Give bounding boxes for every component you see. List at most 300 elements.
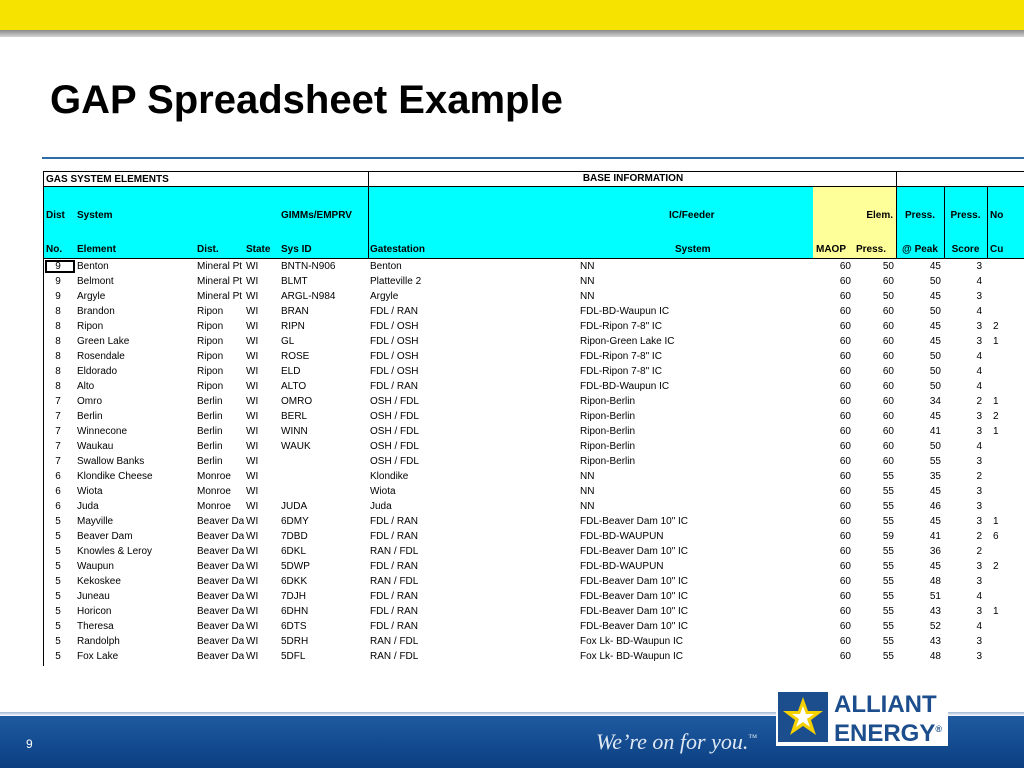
cell-press-score[interactable]: 3 xyxy=(976,411,982,422)
cell-ic-feeder[interactable]: Ripon-Berlin xyxy=(580,426,636,437)
cell-gatestation[interactable]: Platteville 2 xyxy=(370,276,422,287)
cell-extra[interactable] xyxy=(993,274,1023,289)
cell-element[interactable]: Fox Lake xyxy=(77,651,119,662)
cell-sys-id[interactable]: 5DRH xyxy=(281,636,309,647)
cell-extra[interactable]: 6 xyxy=(993,531,999,542)
cell-gatestation[interactable]: FDL / RAN xyxy=(370,516,418,527)
cell-dist[interactable]: Beaver Da xyxy=(197,561,244,572)
cell-dist-no[interactable]: 8 xyxy=(55,381,61,392)
cell-press-score[interactable]: 3 xyxy=(976,606,982,617)
cell-element[interactable]: Alto xyxy=(77,381,95,392)
cell-press-score[interactable]: 3 xyxy=(976,651,982,662)
cell-sys-id[interactable]: BNTN-N906 xyxy=(281,261,336,272)
cell-elem-press[interactable]: 55 xyxy=(882,561,894,572)
cell-dist[interactable]: Mineral Pt xyxy=(197,276,243,287)
cell-maop[interactable]: 60 xyxy=(839,336,851,347)
cell-dist-no[interactable]: 9 xyxy=(55,261,61,272)
cell-state[interactable]: WI xyxy=(246,426,259,437)
cell-gatestation[interactable]: RAN / FDL xyxy=(370,636,419,647)
cell-element[interactable]: Ripon xyxy=(77,321,104,332)
cell-dist[interactable]: Ripon xyxy=(197,366,224,377)
cell-dist-no[interactable]: 8 xyxy=(55,321,61,332)
cell-extra[interactable]: 1 xyxy=(993,396,999,407)
cell-press-at-peak[interactable]: 51 xyxy=(929,591,941,602)
cell-dist[interactable]: Mineral Pt xyxy=(197,291,243,302)
cell-maop[interactable]: 60 xyxy=(839,576,851,587)
cell-gatestation[interactable]: Argyle xyxy=(370,291,399,302)
cell-press-score[interactable]: 3 xyxy=(976,516,982,527)
cell-press-at-peak[interactable]: 41 xyxy=(929,426,941,437)
cell-element[interactable]: Rosendale xyxy=(77,351,125,362)
cell-press-score[interactable]: 2 xyxy=(976,471,982,482)
cell-state[interactable]: WI xyxy=(246,636,259,647)
cell-extra[interactable] xyxy=(993,469,1023,484)
cell-dist-no[interactable]: 5 xyxy=(55,636,61,647)
cell-maop[interactable]: 60 xyxy=(839,471,851,482)
cell-dist[interactable]: Beaver Da xyxy=(197,531,244,542)
cell-press-at-peak[interactable]: 50 xyxy=(929,366,941,377)
cell-sys-id[interactable]: 5DFL xyxy=(281,651,306,662)
cell-extra[interactable]: 1 xyxy=(993,606,999,617)
cell-ic-feeder[interactable]: FDL-BD-Waupun IC xyxy=(580,381,670,392)
cell-state[interactable]: WI xyxy=(246,501,259,512)
cell-sys-id[interactable]: ARGL-N984 xyxy=(281,291,336,302)
cell-press-score[interactable]: 4 xyxy=(976,276,982,287)
cell-press-score[interactable]: 4 xyxy=(976,621,982,632)
cell-press-score[interactable]: 4 xyxy=(976,441,982,452)
cell-state[interactable]: WI xyxy=(246,576,259,587)
cell-dist-no[interactable]: 5 xyxy=(55,651,61,662)
cell-ic-feeder[interactable]: NN xyxy=(580,486,595,497)
cell-extra[interactable] xyxy=(993,439,1023,454)
cell-elem-press[interactable]: 60 xyxy=(882,351,894,362)
cell-dist[interactable]: Berlin xyxy=(197,396,223,407)
cell-press-score[interactable]: 3 xyxy=(976,261,982,272)
cell-elem-press[interactable]: 60 xyxy=(882,321,894,332)
cell-elem-press[interactable]: 60 xyxy=(882,306,894,317)
cell-elem-press[interactable]: 60 xyxy=(882,441,894,452)
cell-press-score[interactable]: 2 xyxy=(976,531,982,542)
cell-elem-press[interactable]: 55 xyxy=(882,546,894,557)
cell-maop[interactable]: 60 xyxy=(839,381,851,392)
cell-dist[interactable]: Ripon xyxy=(197,336,224,347)
cell-press-score[interactable]: 4 xyxy=(976,381,982,392)
cell-sys-id[interactable]: ALTO xyxy=(281,381,307,392)
cell-press-at-peak[interactable]: 48 xyxy=(929,576,941,587)
cell-dist-no[interactable]: 5 xyxy=(55,591,61,602)
cell-dist[interactable]: Ripon xyxy=(197,306,224,317)
cell-press-score[interactable]: 4 xyxy=(976,366,982,377)
cell-dist[interactable]: Beaver Da xyxy=(197,591,244,602)
cell-press-score[interactable]: 3 xyxy=(976,426,982,437)
cell-press-at-peak[interactable]: 50 xyxy=(929,306,941,317)
cell-press-score[interactable]: 3 xyxy=(976,321,982,332)
cell-elem-press[interactable]: 55 xyxy=(882,471,894,482)
cell-ic-feeder[interactable]: Fox Lk- BD-Waupun IC xyxy=(580,636,683,647)
cell-element[interactable]: Omro xyxy=(77,396,102,407)
cell-element[interactable]: Wiota xyxy=(77,486,103,497)
cell-gatestation[interactable]: FDL / OSH xyxy=(370,336,419,347)
cell-element[interactable]: Klondike Cheese xyxy=(77,471,153,482)
cell-elem-press[interactable]: 55 xyxy=(882,501,894,512)
cell-press-at-peak[interactable]: 36 xyxy=(929,546,941,557)
cell-sys-id[interactable]: 6DHN xyxy=(281,606,309,617)
cell-maop[interactable]: 60 xyxy=(839,651,851,662)
cell-state[interactable]: WI xyxy=(246,291,259,302)
cell-maop[interactable]: 60 xyxy=(839,366,851,377)
cell-sys-id[interactable]: ROSE xyxy=(281,351,310,362)
cell-dist-no[interactable]: 5 xyxy=(55,546,61,557)
cell-dist-no[interactable]: 7 xyxy=(55,456,61,467)
cell-press-score[interactable]: 3 xyxy=(976,636,982,647)
cell-dist[interactable]: Beaver Da xyxy=(197,621,244,632)
cell-gatestation[interactable]: FDL / OSH xyxy=(370,351,419,362)
cell-elem-press[interactable]: 50 xyxy=(882,291,894,302)
cell-elem-press[interactable]: 60 xyxy=(882,396,894,407)
cell-ic-feeder[interactable]: Ripon-Berlin xyxy=(580,441,636,452)
cell-press-at-peak[interactable]: 55 xyxy=(929,456,941,467)
cell-state[interactable]: WI xyxy=(246,381,259,392)
cell-dist[interactable]: Beaver Da xyxy=(197,636,244,647)
cell-extra[interactable]: 2 xyxy=(993,411,999,422)
cell-gatestation[interactable]: FDL / OSH xyxy=(370,366,419,377)
cell-ic-feeder[interactable]: FDL-Beaver Dam 10" IC xyxy=(580,546,689,557)
cell-element[interactable]: Knowles & Leroy xyxy=(77,546,153,557)
cell-element[interactable]: Benton xyxy=(77,261,109,272)
cell-elem-press[interactable]: 55 xyxy=(882,636,894,647)
cell-press-at-peak[interactable]: 45 xyxy=(929,411,941,422)
cell-maop[interactable]: 60 xyxy=(839,606,851,617)
cell-maop[interactable]: 60 xyxy=(839,291,851,302)
cell-elem-press[interactable]: 50 xyxy=(882,261,894,272)
cell-ic-feeder[interactable]: FDL-Beaver Dam 10" IC xyxy=(580,516,689,527)
cell-dist-no[interactable]: 5 xyxy=(55,561,61,572)
cell-press-at-peak[interactable]: 45 xyxy=(929,336,941,347)
cell-dist-no[interactable]: 9 xyxy=(55,291,61,302)
cell-press-score[interactable]: 2 xyxy=(976,546,982,557)
cell-maop[interactable]: 60 xyxy=(839,531,851,542)
cell-ic-feeder[interactable]: NN xyxy=(580,501,595,512)
cell-dist[interactable]: Ripon xyxy=(197,321,224,332)
cell-gatestation[interactable]: OSH / FDL xyxy=(370,456,419,467)
cell-dist-no[interactable]: 7 xyxy=(55,426,61,437)
cell-elem-press[interactable]: 55 xyxy=(882,576,894,587)
cell-maop[interactable]: 60 xyxy=(839,261,851,272)
cell-extra[interactable] xyxy=(993,619,1023,634)
cell-dist[interactable]: Berlin xyxy=(197,441,223,452)
cell-state[interactable]: WI xyxy=(246,321,259,332)
cell-ic-feeder[interactable]: Ripon-Berlin xyxy=(580,396,636,407)
cell-dist-no[interactable]: 7 xyxy=(55,441,61,452)
cell-sys-id[interactable]: JUDA xyxy=(281,501,308,512)
cell-press-at-peak[interactable]: 41 xyxy=(929,531,941,542)
cell-state[interactable]: WI xyxy=(246,351,259,362)
cell-sys-id[interactable]: 6DMY xyxy=(281,516,309,527)
cell-elem-press[interactable]: 60 xyxy=(882,276,894,287)
cell-elem-press[interactable]: 55 xyxy=(882,516,894,527)
cell-elem-press[interactable]: 55 xyxy=(882,591,894,602)
cell-press-at-peak[interactable]: 43 xyxy=(929,636,941,647)
cell-gatestation[interactable]: FDL / RAN xyxy=(370,621,418,632)
cell-element[interactable]: Kekoskee xyxy=(77,576,121,587)
cell-gatestation[interactable]: RAN / FDL xyxy=(370,651,419,662)
cell-maop[interactable]: 60 xyxy=(839,501,851,512)
cell-dist-no[interactable]: 5 xyxy=(55,516,61,527)
cell-elem-press[interactable]: 60 xyxy=(882,366,894,377)
cell-ic-feeder[interactable]: FDL-Beaver Dam 10" IC xyxy=(580,591,689,602)
cell-ic-feeder[interactable]: FDL-Beaver Dam 10" IC xyxy=(580,576,689,587)
cell-state[interactable]: WI xyxy=(246,456,259,467)
cell-extra[interactable] xyxy=(993,649,1023,664)
cell-maop[interactable]: 60 xyxy=(839,561,851,572)
cell-element[interactable]: Brandon xyxy=(77,306,115,317)
cell-ic-feeder[interactable]: Ripon-Green Lake IC xyxy=(580,336,675,347)
cell-maop[interactable]: 60 xyxy=(839,351,851,362)
cell-elem-press[interactable]: 60 xyxy=(882,456,894,467)
cell-press-score[interactable]: 3 xyxy=(976,576,982,587)
cell-maop[interactable]: 60 xyxy=(839,411,851,422)
cell-elem-press[interactable]: 60 xyxy=(882,381,894,392)
cell-maop[interactable]: 60 xyxy=(839,276,851,287)
cell-dist-no[interactable]: 7 xyxy=(55,396,61,407)
cell-gatestation[interactable]: Benton xyxy=(370,261,402,272)
cell-sys-id[interactable]: RIPN xyxy=(281,321,305,332)
cell-press-score[interactable]: 4 xyxy=(976,306,982,317)
cell-gatestation[interactable]: OSH / FDL xyxy=(370,426,419,437)
cell-dist-no[interactable]: 5 xyxy=(55,606,61,617)
cell-press-at-peak[interactable]: 45 xyxy=(929,516,941,527)
cell-element[interactable]: Swallow Banks xyxy=(77,456,145,467)
cell-extra[interactable]: 2 xyxy=(993,561,999,572)
cell-elem-press[interactable]: 55 xyxy=(882,651,894,662)
cell-sys-id[interactable]: ELD xyxy=(281,366,301,377)
cell-extra[interactable]: 1 xyxy=(993,426,999,437)
cell-extra[interactable]: 1 xyxy=(993,516,999,527)
cell-press-score[interactable]: 3 xyxy=(976,501,982,512)
cell-press-score[interactable]: 4 xyxy=(976,351,982,362)
cell-ic-feeder[interactable]: NN xyxy=(580,261,595,272)
cell-sys-id[interactable]: WAUK xyxy=(281,441,311,452)
cell-element[interactable]: Argyle xyxy=(77,291,106,302)
cell-elem-press[interactable]: 60 xyxy=(882,411,894,422)
cell-sys-id[interactable]: 6DTS xyxy=(281,621,307,632)
cell-press-score[interactable]: 3 xyxy=(976,336,982,347)
cell-dist[interactable]: Beaver Da xyxy=(197,516,244,527)
cell-ic-feeder[interactable]: Ripon-Berlin xyxy=(580,411,636,422)
cell-dist-no[interactable]: 7 xyxy=(55,411,61,422)
cell-press-at-peak[interactable]: 45 xyxy=(929,291,941,302)
cell-gatestation[interactable]: FDL / RAN xyxy=(370,561,418,572)
cell-dist[interactable]: Mineral Pt xyxy=(197,261,243,272)
cell-state[interactable]: WI xyxy=(246,561,259,572)
cell-state[interactable]: WI xyxy=(246,486,259,497)
cell-ic-feeder[interactable]: FDL-Beaver Dam 10" IC xyxy=(580,621,689,632)
cell-elem-press[interactable]: 55 xyxy=(882,606,894,617)
cell-elem-press[interactable]: 59 xyxy=(882,531,894,542)
cell-element[interactable]: Theresa xyxy=(77,621,114,632)
cell-sys-id[interactable] xyxy=(281,469,366,484)
cell-press-score[interactable]: 3 xyxy=(976,561,982,572)
cell-state[interactable]: WI xyxy=(246,276,259,287)
cell-gatestation[interactable]: FDL / OSH xyxy=(370,321,419,332)
cell-gatestation[interactable]: FDL / RAN xyxy=(370,306,418,317)
cell-state[interactable]: WI xyxy=(246,516,259,527)
cell-state[interactable]: WI xyxy=(246,531,259,542)
cell-dist[interactable]: Berlin xyxy=(197,411,223,422)
cell-gatestation[interactable]: FDL / RAN xyxy=(370,531,418,542)
cell-press-at-peak[interactable]: 34 xyxy=(929,396,941,407)
cell-elem-press[interactable]: 55 xyxy=(882,621,894,632)
cell-gatestation[interactable]: Klondike xyxy=(370,471,409,482)
cell-extra[interactable] xyxy=(993,574,1023,589)
cell-sys-id[interactable]: BERL xyxy=(281,411,308,422)
cell-press-at-peak[interactable]: 45 xyxy=(929,321,941,332)
cell-dist[interactable]: Berlin xyxy=(197,456,223,467)
cell-elem-press[interactable]: 55 xyxy=(882,486,894,497)
cell-dist[interactable]: Monroe xyxy=(197,486,231,497)
cell-gatestation[interactable]: OSH / FDL xyxy=(370,411,419,422)
cell-dist[interactable]: Berlin xyxy=(197,426,223,437)
cell-state[interactable]: WI xyxy=(246,471,259,482)
cell-dist-no[interactable]: 5 xyxy=(55,621,61,632)
cell-dist[interactable]: Beaver Da xyxy=(197,606,244,617)
cell-maop[interactable]: 60 xyxy=(839,396,851,407)
cell-extra[interactable] xyxy=(993,589,1023,604)
cell-state[interactable]: WI xyxy=(246,546,259,557)
cell-element[interactable]: Juda xyxy=(77,501,99,512)
cell-sys-id[interactable]: WINN xyxy=(281,426,308,437)
cell-dist-no[interactable]: 5 xyxy=(55,576,61,587)
cell-extra[interactable] xyxy=(993,499,1023,514)
cell-element[interactable]: Eldorado xyxy=(77,366,118,377)
cell-ic-feeder[interactable]: FDL-Ripon 7-8" IC xyxy=(580,321,662,332)
cell-ic-feeder[interactable]: FDL-BD-Waupun IC xyxy=(580,306,670,317)
cell-ic-feeder[interactable]: Fox Lk- BD-Waupun IC xyxy=(580,651,683,662)
cell-dist-no[interactable]: 6 xyxy=(55,501,61,512)
cell-element[interactable]: Waupun xyxy=(77,561,114,572)
cell-element[interactable]: Mayville xyxy=(77,516,114,527)
cell-extra[interactable]: 2 xyxy=(993,321,999,332)
cell-sys-id[interactable] xyxy=(281,484,366,499)
cell-extra[interactable] xyxy=(993,259,1023,274)
cell-maop[interactable]: 60 xyxy=(839,486,851,497)
cell-dist-no[interactable]: 9 xyxy=(55,276,61,287)
cell-element[interactable]: Beaver Dam xyxy=(77,531,133,542)
cell-press-score[interactable]: 4 xyxy=(976,591,982,602)
cell-dist-no[interactable]: 5 xyxy=(55,531,61,542)
cell-element[interactable]: Winnecone xyxy=(77,426,128,437)
cell-maop[interactable]: 60 xyxy=(839,441,851,452)
cell-extra[interactable] xyxy=(993,544,1023,559)
cell-element[interactable]: Belmont xyxy=(77,276,114,287)
cell-elem-press[interactable]: 60 xyxy=(882,426,894,437)
cell-extra[interactable] xyxy=(993,379,1023,394)
cell-state[interactable]: WI xyxy=(246,606,259,617)
cell-ic-feeder[interactable]: NN xyxy=(580,276,595,287)
cell-gatestation[interactable]: Wiota xyxy=(370,486,396,497)
cell-press-at-peak[interactable]: 45 xyxy=(929,261,941,272)
cell-maop[interactable]: 60 xyxy=(839,636,851,647)
cell-dist[interactable]: Monroe xyxy=(197,501,231,512)
cell-press-at-peak[interactable]: 35 xyxy=(929,471,941,482)
cell-press-score[interactable]: 3 xyxy=(976,486,982,497)
cell-press-at-peak[interactable]: 50 xyxy=(929,276,941,287)
cell-maop[interactable]: 60 xyxy=(839,321,851,332)
cell-sys-id[interactable]: 5DWP xyxy=(281,561,310,572)
cell-gatestation[interactable]: RAN / FDL xyxy=(370,546,419,557)
cell-element[interactable]: Green Lake xyxy=(77,336,130,347)
cell-gatestation[interactable]: FDL / RAN xyxy=(370,606,418,617)
cell-ic-feeder[interactable]: Ripon-Berlin xyxy=(580,456,636,467)
cell-maop[interactable]: 60 xyxy=(839,546,851,557)
cell-state[interactable]: WI xyxy=(246,591,259,602)
cell-press-at-peak[interactable]: 50 xyxy=(929,351,941,362)
cell-ic-feeder[interactable]: NN xyxy=(580,471,595,482)
cell-state[interactable]: WI xyxy=(246,396,259,407)
cell-dist-no[interactable]: 8 xyxy=(55,366,61,377)
cell-state[interactable]: WI xyxy=(246,306,259,317)
cell-dist-no[interactable]: 6 xyxy=(55,486,61,497)
cell-ic-feeder[interactable]: FDL-Ripon 7-8" IC xyxy=(580,351,662,362)
cell-press-at-peak[interactable]: 43 xyxy=(929,606,941,617)
cell-element[interactable]: Randolph xyxy=(77,636,120,647)
cell-maop[interactable]: 60 xyxy=(839,306,851,317)
cell-state[interactable]: WI xyxy=(246,336,259,347)
cell-extra[interactable] xyxy=(993,289,1023,304)
cell-extra[interactable] xyxy=(993,364,1023,379)
cell-elem-press[interactable]: 60 xyxy=(882,336,894,347)
cell-press-score[interactable]: 3 xyxy=(976,456,982,467)
cell-ic-feeder[interactable]: NN xyxy=(580,291,595,302)
cell-state[interactable]: WI xyxy=(246,366,259,377)
cell-dist[interactable]: Beaver Da xyxy=(197,546,244,557)
cell-state[interactable]: WI xyxy=(246,261,259,272)
cell-maop[interactable]: 60 xyxy=(839,426,851,437)
cell-extra[interactable] xyxy=(993,304,1023,319)
cell-dist[interactable]: Ripon xyxy=(197,351,224,362)
cell-sys-id[interactable]: 7DJH xyxy=(281,591,307,602)
cell-dist-no[interactable]: 6 xyxy=(55,471,61,482)
cell-maop[interactable]: 60 xyxy=(839,516,851,527)
cell-dist-no[interactable]: 8 xyxy=(55,336,61,347)
cell-gatestation[interactable]: OSH / FDL xyxy=(370,396,419,407)
cell-dist-no[interactable]: 8 xyxy=(55,351,61,362)
cell-element[interactable]: Berlin xyxy=(77,411,103,422)
cell-gatestation[interactable]: Juda xyxy=(370,501,392,512)
cell-press-at-peak[interactable]: 46 xyxy=(929,501,941,512)
cell-press-score[interactable]: 2 xyxy=(976,396,982,407)
cell-dist[interactable]: Beaver Da xyxy=(197,651,244,662)
cell-sys-id[interactable]: OMRO xyxy=(281,396,313,407)
cell-state[interactable]: WI xyxy=(246,411,259,422)
cell-extra[interactable] xyxy=(993,634,1023,649)
cell-state[interactable]: WI xyxy=(246,441,259,452)
cell-maop[interactable]: 60 xyxy=(839,591,851,602)
cell-element[interactable]: Waukau xyxy=(77,441,114,452)
cell-ic-feeder[interactable]: FDL-BD-WAUPUN xyxy=(580,531,664,542)
cell-press-at-peak[interactable]: 50 xyxy=(929,441,941,452)
cell-dist[interactable]: Ripon xyxy=(197,381,224,392)
cell-maop[interactable]: 60 xyxy=(839,621,851,632)
cell-press-score[interactable]: 3 xyxy=(976,291,982,302)
cell-element[interactable]: Juneau xyxy=(77,591,110,602)
cell-press-at-peak[interactable]: 45 xyxy=(929,486,941,497)
cell-state[interactable]: WI xyxy=(246,651,259,662)
cell-element[interactable]: Horicon xyxy=(77,606,112,617)
cell-press-at-peak[interactable]: 50 xyxy=(929,381,941,392)
cell-dist[interactable]: Monroe xyxy=(197,471,231,482)
cell-extra[interactable] xyxy=(993,349,1023,364)
